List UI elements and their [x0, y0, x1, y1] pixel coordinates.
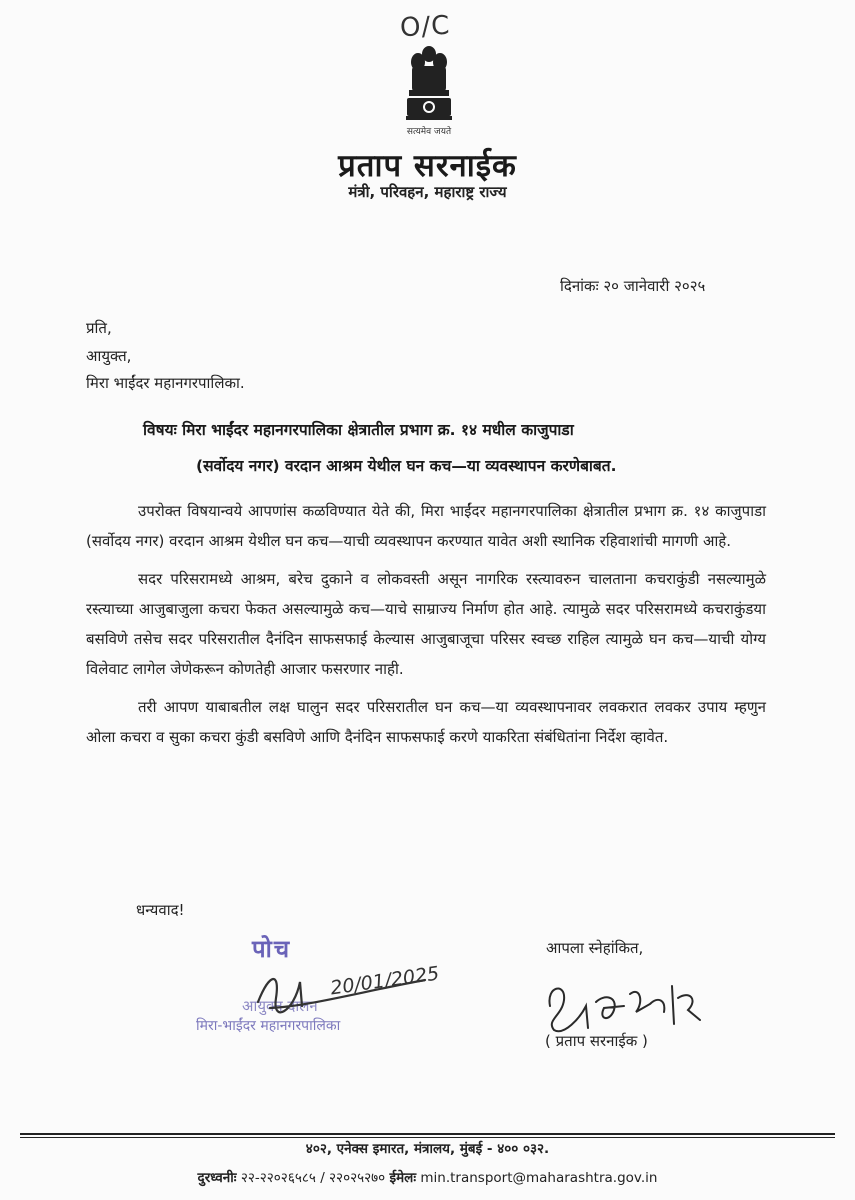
- minister-name: प्रताप सरनाईक: [338, 148, 517, 184]
- minister-designation: मंत्री, परिवहन, महाराष्ट्र राज्य: [348, 183, 507, 201]
- email-address[interactable]: min.transport@maharashtra.gov.in: [420, 1170, 658, 1186]
- closing-text: आपला स्नेहांकित,: [546, 939, 644, 957]
- handwritten-note: O/C: [399, 10, 452, 44]
- subject-line-2: (सर्वोदय नगर) वरदान आश्रम येथील घन कच—या व्यवस्थापन करणेबाबत.: [196, 457, 617, 475]
- body-paragraph-1: उपरोक्त विषयान्वये आपणांस कळविण्यात येते की, मिरा भाईंदर महानगरपालिका क्षेत्रातील प्रभाग क्र. १४ काजुपाडा (सर्वोदय नगर) वरदान आश्रम येथील घन कच—याची व्यवस्थापन करण्यात यावेत अशी स्थानिक रहिवाशांची मागणी आहे.: [86, 502, 766, 550]
- minister-signature-icon: [540, 976, 710, 1038]
- subject-line-1: विषयः मिरा भाईंदर महानगरपालिका क्षेत्रातील प्रभाग क्र. १४ मधील काजुपाडा: [143, 421, 574, 439]
- body-paragraph-3: तरी आपण याबाबतील लक्ष घालुन सदर परिसरातील घन कच—या व्यवस्थापनावर लवकरात लवकर उपाय म्हणुन ओला कचरा व सुका कचरा कुंडी बसविणे आणि दैनंदिन साफसफाई करणे याकरिता संबंधितांना निर्देश व्हावेत.: [86, 698, 766, 746]
- receipt-stamp: [190, 928, 441, 1058]
- subject: [143, 412, 773, 484]
- email-label: ईमेलः: [389, 1170, 417, 1186]
- emblem-motto: सत्यमेव जयते: [406, 127, 452, 137]
- thanks-text: धन्यवाद!: [136, 901, 185, 919]
- phone-label: दुरध्वनीः: [197, 1170, 237, 1186]
- letter-body: [86, 496, 766, 760]
- addressee-line-1: प्रति,: [86, 319, 112, 337]
- national-emblem-icon: [398, 44, 460, 136]
- footer-divider-thick: [20, 1133, 835, 1135]
- phone-number: २२-२२०२६५८५ / २२०२५२७०: [240, 1170, 390, 1186]
- stamp-office: आयुक्त दालन: [242, 997, 318, 1015]
- addressee-line-3: मिरा भाईंदर महानगरपालिका.: [86, 374, 245, 392]
- footer-divider-thin: [20, 1137, 835, 1138]
- stamp-poch: पोच: [252, 935, 292, 963]
- addressee-line-2: आयुक्त,: [86, 347, 132, 365]
- footer-address: ४०२, एनेक्स इमारत, मंत्रालय, मुंबई - ४०० ०३२.: [305, 1141, 550, 1157]
- letter-date: दिनांकः २० जानेवारी २०२५: [560, 277, 706, 295]
- signatory-name: ( प्रताप सरनाईक ): [545, 1032, 648, 1050]
- stamp-date: 20/01/2025: [329, 962, 441, 1000]
- body-paragraph-2: सदर परिसरामध्ये आश्रम, बरेच दुकाने व लोकवस्ती असून नागरिक रस्त्यावरुन चालताना कचराकुंडी नसल्यामुळे रस्त्याच्या आजुबाजुला कचरा फेकत असल्यामुळे कच—याचे साम्राज्य निर्माण होत आहे. त्यामुळे सदर परिसरामध्ये कचराकुंडया बसविणे तसेच सदर परिसरातील दैनंदिन साफसफाई केल्यास आजुबाजूचा परिसर स्वच्छ राहिल त्यामुळे घन कच—याची योग्य विलेवाट लागेल जेणेकरून कोणतेही आजार फसरणार नाही.: [86, 570, 766, 678]
- footer-contact: [0, 1168, 855, 1186]
- stamp-organisation: मिरा-भाईंदर महानगरपालिका: [196, 1018, 341, 1034]
